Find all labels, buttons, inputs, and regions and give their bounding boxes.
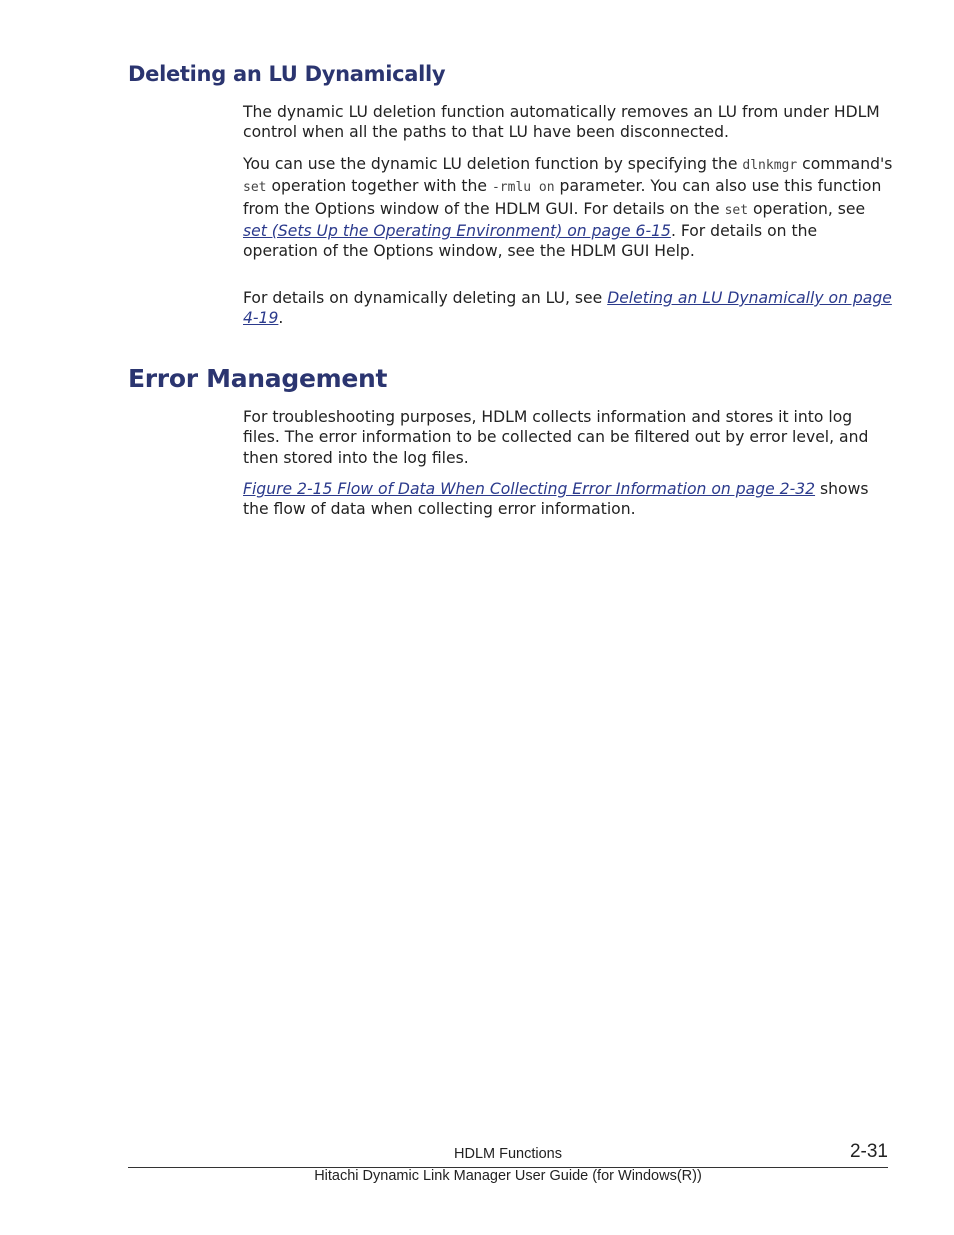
code-set: set — [243, 180, 267, 196]
link-set-operating-environment[interactable]: set (Sets Up the Operating Environment) on page 6-15 — [243, 221, 671, 240]
paragraph-lu-deletion-details: For details on dynamically deleting an LU, see Deleting an LU Dynamically on page 4-19. — [243, 289, 892, 328]
paragraph-error-data-flow: Figure 2-15 Flow of Data When Collecting Error Information on page 2-32 shows the flow of data when collecting error information. — [243, 480, 869, 519]
section-heading-error-management: Error Management — [128, 364, 388, 393]
section-heading-deleting-lu: Deleting an LU Dynamically — [128, 62, 446, 86]
link-figure-2-15[interactable]: Figure 2-15 Flow of Data When Collecting Error Information on page 2-32 — [243, 480, 816, 498]
footer-section-title: HDLM Functions — [454, 1146, 562, 1162]
paragraph-lu-deletion-intro: The dynamic LU deletion function automatically removes an LU from under HDLM control when all the paths to that LU have been disconnected. — [243, 103, 880, 142]
code-set: set — [724, 202, 749, 218]
code-rmlu-on: -rmlu on — [491, 180, 555, 196]
paragraph-lu-deletion-usage: You can use the dynamic LU deletion function by specifying the dlnkmgr command's set operation together with the -rmlu on parameter. You can also use this function from the Options window of the HDLM GUI. For details on the set operation, see set (Sets Up the Operating Environment) on page 6-15. For details on the operation of the Options window, see the HDLM GUI Help. — [243, 155, 893, 261]
link-deleting-lu-dynamically[interactable]: Deleting an LU Dynamically on page 4-19 — [243, 289, 892, 328]
footer-guide-title: Hitachi Dynamic Link Manager User Guide (for Windows(R)) — [314, 1168, 702, 1184]
footer-page-number: 2-31 — [849, 1141, 888, 1162]
code-dlnkmgr: dlnkmgr — [742, 158, 798, 173]
paragraph-error-management-intro: For troubleshooting purposes, HDLM collects information and stores it into log files. The error information to be collected can be filtered out by error level, and then stored into the log files. — [243, 408, 869, 467]
